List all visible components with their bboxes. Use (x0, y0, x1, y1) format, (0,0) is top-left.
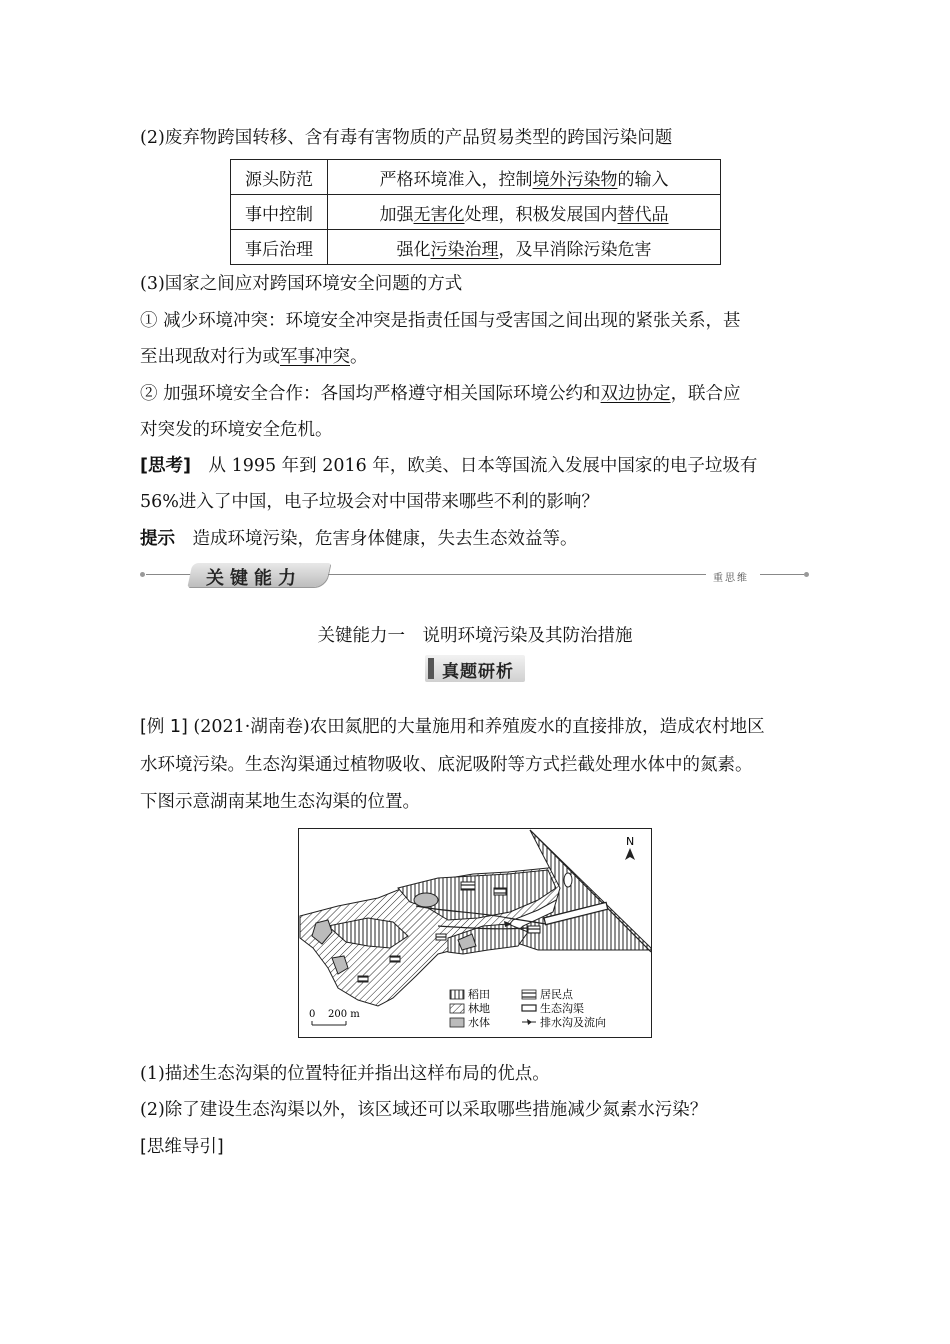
think-label: [思考] (140, 456, 191, 476)
think-line-1: [思考] 从 1995 年到 2016 年，欧美、日本等国流入发展中国家的电子垃圾有 (140, 456, 758, 476)
legend-swatch-eco-ditch (522, 1005, 536, 1011)
scale-label: 200 m (328, 1009, 360, 1020)
hint-label: 提示 (140, 529, 175, 549)
heading-3: (3)国家之间应对跨国环境安全问题的方式 (140, 274, 463, 294)
legend-residential: 居民点 (540, 988, 573, 1001)
think-line-2: 56%进入了中国，电子垃圾会对中国带来哪些不利的影响？ (140, 492, 599, 512)
question-1: (1)描述生态沟渠的位置特征并指出这样布局的优点。 (140, 1064, 550, 1084)
banner-dot-left (140, 572, 145, 577)
item-2-line-2: 对突发的环境安全危机。 (140, 420, 333, 440)
banner-rule-middle (328, 574, 706, 575)
example-line-2: 水环境污染。生态沟渠通过植物吸收、底泥吸附等方式拦截处理水体中的氮素。 (140, 755, 753, 775)
residential-block (528, 926, 540, 933)
banner-rule-right (760, 574, 804, 575)
keyword: 双边协定 (600, 384, 671, 404)
badge-bar (428, 658, 434, 679)
legend-forest: 林地 (468, 1002, 490, 1015)
north-label: N (626, 835, 635, 848)
keyword: 军事冲突 (280, 347, 350, 367)
item-1-line-2: 至出现敌对行为或军事冲突。 (140, 347, 368, 367)
scale-zero: 0 (309, 1009, 316, 1020)
row-value: 加强无害化处理，积极发展国内替代品 (328, 195, 721, 230)
keyword: 境外污染物 (532, 169, 618, 190)
section-title: 关键能力一 说明环境污染及其防治措施 (317, 626, 633, 646)
legend-swatch-water (450, 1018, 464, 1027)
row-value: 强化污染治理，及早消除污染危害 (328, 230, 721, 265)
residential-block (390, 956, 400, 962)
banner-dot-right (804, 572, 809, 577)
residential-block (461, 882, 475, 890)
row-key: 事中控制 (231, 195, 328, 230)
guide-heading: [思维导引] (140, 1137, 224, 1157)
row-value: 严格环境准入，控制境外污染物的输入 (328, 160, 721, 195)
example-label: [例 1] (140, 717, 188, 737)
residential-block (436, 934, 446, 940)
table-row (231, 195, 721, 230)
banner-right-label: 重思维 (713, 573, 749, 584)
table-row (231, 160, 721, 195)
item-1-line-1: ① 减少环境冲突：环境安全冲突是指责任国与受害国之间出现的紧张关系，甚 (140, 311, 741, 331)
badge-label: 真题研析 (442, 662, 514, 682)
legend-drainage: 排水沟及流向 (540, 1016, 606, 1029)
item-2-line-1: ② 加强环境安全合作：各国均严格遵守相关国际环境公约和双边协定，联合应 (140, 384, 741, 404)
pond (564, 873, 572, 887)
water-body (414, 893, 438, 907)
row-key: 事后治理 (231, 230, 328, 265)
eco-ditch-map (298, 828, 652, 1038)
residential-block (358, 976, 368, 982)
heading-2: (2)废弃物跨国转移、含有毒有害物质的产品贸易类型的跨国污染问题 (140, 128, 673, 148)
legend-swatch-residential (522, 990, 536, 999)
keyword: 污染治理 (430, 239, 499, 260)
example-line-1: [例 1] (2021·湖南卷)农田氮肥的大量施用和养殖废水的直接排放，造成农村地区 (140, 717, 765, 737)
legend-paddy: 稻田 (468, 988, 490, 1001)
legend-swatch-paddy (450, 990, 464, 999)
table-row (231, 230, 721, 265)
legend-swatch-forest (450, 1004, 464, 1013)
row-key: 源头防范 (231, 160, 328, 195)
residential-block (494, 888, 506, 895)
policy-table (230, 159, 721, 265)
legend-eco-ditch: 生态沟渠 (540, 1002, 584, 1015)
banner-title: 关键能力 (206, 568, 302, 589)
question-2: (2)除了建设生态沟渠以外，该区域还可以采取哪些措施减少氮素水污染？ (140, 1100, 708, 1120)
keyword: 替代品 (617, 204, 669, 225)
banner-rule-left (146, 574, 196, 575)
keyword: 无害化 (413, 204, 465, 225)
legend-water: 水体 (468, 1016, 490, 1029)
hint-line: 提示 造成环境污染，危害身体健康，失去生态效益等。 (140, 529, 578, 549)
example-line-3: 下图示意湖南某地生态沟渠的位置。 (140, 792, 420, 812)
